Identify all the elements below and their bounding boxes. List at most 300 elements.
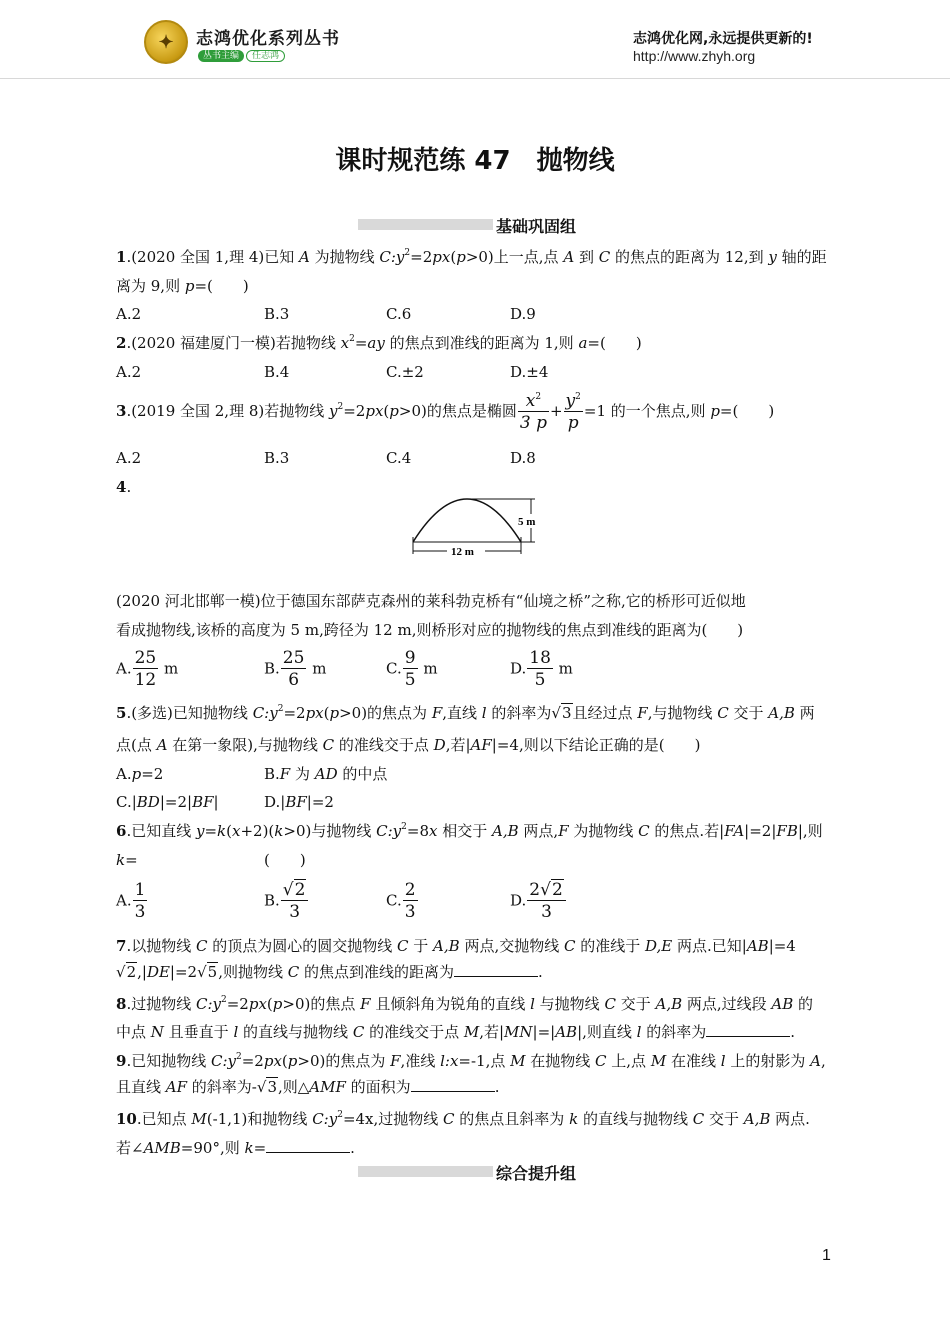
q6-t: 的焦点.若| xyxy=(649,822,725,840)
q5-t: 交于 xyxy=(728,704,769,722)
q8-t: 中点 xyxy=(116,1023,151,1041)
q8-t: C:y xyxy=(195,995,221,1013)
span-label: 12 m xyxy=(451,546,474,558)
q7-t: C xyxy=(397,937,409,955)
q3-t: p xyxy=(389,402,399,420)
q9-sqrt: 3 xyxy=(267,1078,277,1096)
q6-opt-den: 3 xyxy=(134,902,146,922)
q3-t: ( xyxy=(383,402,390,420)
q7-t: 于 xyxy=(408,937,434,955)
q1-t: y xyxy=(768,248,777,266)
q6-t: +2)( xyxy=(240,822,275,840)
q1-t: p xyxy=(456,248,466,266)
q3-t: .(2019 全国 2,理 8)若抛物线 xyxy=(126,402,330,420)
q1-t: >0)上一点,点 xyxy=(465,248,564,266)
q6-t: = xyxy=(204,822,218,840)
q6-opt-num: 2√2 xyxy=(527,880,566,901)
q6-t: k xyxy=(116,851,126,869)
q6-t: |=2| xyxy=(744,822,777,840)
q10-t: C xyxy=(692,1110,705,1128)
q8-t: ( xyxy=(266,995,273,1013)
q8-t: 且倾斜角为锐角的直线 xyxy=(370,995,531,1013)
q1-option-c[interactable]: C.6 xyxy=(386,305,412,323)
q3-fraction-2: $\frac{y^2}{p}$ xyxy=(565,390,581,433)
q10-t: =90°,则 xyxy=(180,1139,245,1157)
q5-t: F xyxy=(431,704,443,722)
q4-opt-den: 5 xyxy=(534,670,546,690)
q8-t: M xyxy=(463,1023,480,1041)
q2-t: 的焦点到准线的距离为 1,则 xyxy=(384,334,579,352)
q5-t: C.| xyxy=(116,793,137,811)
q10-t: 交于 xyxy=(704,1110,744,1128)
editor-name: 任志鸿 xyxy=(246,50,285,62)
q1-option-d[interactable]: D.9 xyxy=(510,305,536,323)
q3-t: y xyxy=(329,402,338,420)
q5-t: AD xyxy=(314,765,338,783)
q1-t: =( ) xyxy=(194,277,249,295)
q8-t: >0)的焦点 xyxy=(282,995,361,1013)
q10-answer-blank[interactable] xyxy=(266,1138,350,1153)
q7-t: 两点,交抛物线 xyxy=(459,937,564,955)
q5-t: A,B xyxy=(768,704,795,722)
q5-sqrt: 3 xyxy=(561,704,572,722)
q5-t: C xyxy=(322,736,335,754)
brand-editor xyxy=(198,48,285,61)
q3-option-b[interactable]: B.3 xyxy=(264,449,290,467)
q3-t: >0)的焦点是椭圆 xyxy=(398,402,517,420)
q5-line2 xyxy=(116,735,700,755)
q9-t: 上,点 xyxy=(606,1052,651,1070)
q6-t: x xyxy=(232,822,241,840)
q10-t: C:y xyxy=(312,1110,338,1128)
q5-t: |=2 xyxy=(306,793,334,811)
bridge-arch xyxy=(413,499,521,542)
q7-t: 的准线于 xyxy=(575,937,646,955)
q5-t: ,若| xyxy=(445,736,471,754)
q8-t: 2 xyxy=(221,995,227,1005)
q4-option-b[interactable] xyxy=(264,648,326,691)
q5-t: C:y xyxy=(252,704,278,722)
q2-option-b[interactable]: B.4 xyxy=(264,363,290,381)
q5-t: 的中点 xyxy=(337,765,388,783)
q5-t: BD xyxy=(136,793,160,811)
page-number: 1 xyxy=(822,1247,831,1264)
q6-t: ( xyxy=(226,822,232,840)
q5-number: 5 xyxy=(116,704,127,722)
q10-t: 的直线与抛物线 xyxy=(578,1110,693,1128)
q9-t: 在准线 xyxy=(666,1052,721,1070)
q6-opt-num-sqrt: 2 xyxy=(551,880,563,900)
q1-t: px xyxy=(432,248,451,266)
q5-t: AF xyxy=(470,736,492,754)
q8-t: 两点,过线段 xyxy=(682,995,772,1013)
q7-line1 xyxy=(116,936,796,956)
q4-opt-den: 12 xyxy=(134,670,157,690)
q10-t: k xyxy=(569,1110,579,1128)
q9-t: =-1,点 xyxy=(458,1052,511,1070)
q6-t: C:y xyxy=(376,822,402,840)
q5-t: 的准线交于点 xyxy=(334,736,434,754)
q4-opt-unit: m xyxy=(418,659,438,678)
section-advanced-title: 综合提升组 xyxy=(496,1164,577,1183)
q6-opt-den: 3 xyxy=(289,902,301,922)
q9-t: px xyxy=(263,1052,282,1070)
section-bar-basic xyxy=(358,219,493,230)
q10-number: 10 xyxy=(116,1110,137,1128)
q2-t: 2 xyxy=(349,334,355,344)
q4-opt-num: 25 xyxy=(134,648,157,668)
q10-t: 2 xyxy=(337,1110,343,1120)
q10-t: 两点. xyxy=(770,1110,810,1128)
q1-line1 xyxy=(116,247,827,267)
q9-t: 上的射影为 xyxy=(725,1052,811,1070)
q10-t: M xyxy=(191,1110,207,1128)
q8-t: . xyxy=(790,1023,796,1041)
q2-t: =( ) xyxy=(587,334,642,352)
q6-t: 相交于 xyxy=(437,822,493,840)
q7-t: 两点.已知| xyxy=(672,937,747,955)
q8-t: 的直线与抛物线 xyxy=(238,1023,353,1041)
q5-option-b[interactable] xyxy=(264,764,387,784)
q6-opt-label: D. xyxy=(510,891,527,910)
q9-line2: 且直线 AF 的斜率为-√3,则△AMF 的面积为 . xyxy=(116,1078,500,1096)
q5-t: 2 xyxy=(277,704,284,714)
q3-t: =( ) xyxy=(719,402,775,420)
q5-t: F xyxy=(637,704,648,722)
q8-t: ,若| xyxy=(479,1023,505,1041)
q6-answer-paren: ( ) xyxy=(264,851,306,869)
q9-t: M xyxy=(510,1052,526,1070)
q8-t: F xyxy=(360,995,371,1013)
q7-t: A,B xyxy=(433,937,460,955)
site-url[interactable]: http://www.zhyh.org xyxy=(633,48,756,64)
q6-t: x xyxy=(429,822,438,840)
q5-t: =2 xyxy=(283,704,306,722)
q2-t: = xyxy=(354,334,368,352)
q8-t: 的准线交于点 xyxy=(364,1023,464,1041)
q2-option-a[interactable]: A.2 xyxy=(116,363,142,381)
q3-option-d[interactable]: D.8 xyxy=(510,449,536,467)
q7-t: C xyxy=(563,937,576,955)
section-basic-title: 基础巩固组 xyxy=(496,217,577,236)
q1-t: p xyxy=(184,277,195,295)
q9-number: 9 xyxy=(116,1052,127,1070)
q4-opt-unit: m xyxy=(553,659,573,678)
q1-t: 离为 9,则 xyxy=(116,277,185,295)
q5-t: BF xyxy=(192,793,214,811)
q9-t: C:y xyxy=(210,1052,236,1070)
q9-answer-blank[interactable] xyxy=(411,1077,495,1092)
q4-opt-num: 9 xyxy=(404,648,416,668)
header-divider xyxy=(0,78,950,79)
bridge-figure xyxy=(405,494,545,560)
q4-opt-den: 6 xyxy=(288,670,300,690)
q6-opt-label: C. xyxy=(386,891,402,910)
q7-t: ,| xyxy=(137,963,147,981)
q5-line1: 5.(多选)已知抛物线 $C:y^2=2px(p>0)$的焦点为 F,直线 l 的斜率为√3且经过点 F,与抛物线 C 交于 A,B 两 xyxy=(116,704,815,722)
q5-option-a[interactable] xyxy=(116,764,163,784)
q6-t: A,B xyxy=(492,822,519,840)
q8-t: MN xyxy=(504,1023,533,1041)
q1-t: 为抛物线 xyxy=(309,248,380,266)
q9-t: l xyxy=(720,1052,726,1070)
q6-option-a[interactable] xyxy=(116,880,148,923)
q3-option-a[interactable]: A.2 xyxy=(116,449,142,467)
q7-t: DE xyxy=(146,963,170,981)
q4-option-d[interactable] xyxy=(510,648,573,691)
q9-t: p xyxy=(287,1052,298,1070)
q4-line0 xyxy=(116,477,131,497)
q4-opt-label: C. xyxy=(386,659,402,678)
q8-t: .过抛物线 xyxy=(126,995,196,1013)
q8-t: 的 xyxy=(793,995,814,1013)
q7-t: . xyxy=(538,963,543,981)
q10-t: 的焦点且斜率为 xyxy=(454,1110,570,1128)
q1-line2 xyxy=(116,276,249,296)
q5-t: D.| xyxy=(264,793,286,811)
q7-t: 的顶点为圆心的圆交抛物线 xyxy=(207,937,398,955)
q7-t: 的焦点到准线的距离为 xyxy=(299,963,455,981)
q6-t: k xyxy=(217,822,227,840)
q1-t: A xyxy=(299,248,310,266)
q4-number: 4 xyxy=(116,478,127,496)
q1-t: 的焦点的距离为 12,到 xyxy=(610,248,769,266)
q9-t: C xyxy=(595,1052,607,1070)
q6-t: >0)与抛物线 xyxy=(283,822,377,840)
q3-option-c[interactable]: C.4 xyxy=(386,449,412,467)
q4-line1: (2020 河北邯郸一模)位于德国东部萨克森州的莱科勃克桥有“仙境之桥”之称,它的桥形可近似地 xyxy=(116,592,746,610)
q9-t: 的斜率为- xyxy=(187,1078,257,1096)
q6-opt-num-coef: 1 xyxy=(134,880,146,900)
q8-t: C xyxy=(352,1023,365,1041)
q8-t: 的斜率为 xyxy=(641,1023,707,1041)
q10-line1 xyxy=(116,1109,810,1129)
q10-t: C xyxy=(443,1110,455,1128)
q2-line1 xyxy=(116,333,642,353)
q5-t: |=2| xyxy=(159,793,193,811)
q4-line2: 看成抛物线,该桥的高度为 5 m,跨径为 12 m,则桥形对应的抛物线的焦点到准线的距离为( ) xyxy=(116,621,744,639)
q5-t: ,与抛物线 xyxy=(647,704,718,722)
q8-t: l xyxy=(636,1023,642,1041)
q5-t: A. xyxy=(116,765,132,783)
q6-option-d[interactable] xyxy=(510,880,567,923)
q1-option-a[interactable]: A.2 xyxy=(116,305,142,323)
q6-t: 为抛物线 xyxy=(568,822,639,840)
q6-opt-den: 3 xyxy=(404,902,416,922)
q3-t: p xyxy=(710,402,720,420)
q9-t: 2 xyxy=(236,1052,242,1062)
q7-t: D,E xyxy=(645,937,673,955)
q10-t: A,B xyxy=(743,1110,771,1128)
q8-t: |,则直线 xyxy=(577,1023,637,1041)
brand-title: 志鸿优化系列丛书 xyxy=(196,29,340,49)
q5-t: 点(点 xyxy=(116,736,157,754)
q5-t: 且经过点 xyxy=(572,704,638,722)
q9-t: A xyxy=(810,1052,821,1070)
q5-t: | xyxy=(213,793,219,811)
q8-t: 交于 xyxy=(615,995,656,1013)
section-bar-advanced xyxy=(358,1166,493,1177)
q5-t: BF xyxy=(285,793,307,811)
q10-t: =4x,过抛物线 xyxy=(342,1110,444,1128)
q5-t: p xyxy=(131,765,142,783)
q10-line2 xyxy=(116,1138,355,1158)
q5-t: 为 xyxy=(290,765,315,783)
q1-t: C:y xyxy=(379,248,405,266)
brand-logo: ✦ xyxy=(144,20,188,64)
q6-opt-num xyxy=(133,880,148,901)
q5-t: ( xyxy=(323,704,330,722)
q6-t: F xyxy=(558,822,569,840)
q1-number: 1 xyxy=(116,248,127,266)
q9-t: >0)的焦点为 xyxy=(297,1052,391,1070)
q6-option-c[interactable] xyxy=(386,880,419,923)
q8-answer-blank[interactable] xyxy=(706,1022,790,1037)
slogan: 志鸿优化网,永远提供更新的! xyxy=(633,31,813,47)
q8-line1 xyxy=(116,994,813,1014)
q7-t: |=4 xyxy=(768,937,796,955)
q5-t: B. xyxy=(264,765,280,783)
q10-t: . xyxy=(350,1139,355,1157)
q6-t: =8 xyxy=(406,822,429,840)
q4-option-c[interactable] xyxy=(386,648,438,691)
q4-opt-label: B. xyxy=(264,659,280,678)
q8-t: 且垂直于 xyxy=(163,1023,234,1041)
q7-t: C xyxy=(287,963,300,981)
q3-t: y xyxy=(565,390,576,411)
q6-t: FB xyxy=(776,822,798,840)
q6-opt-num: √2 xyxy=(281,880,309,901)
q1-t: 2 xyxy=(404,248,411,258)
q4-opt-label: D. xyxy=(510,659,527,678)
q8-t: p xyxy=(272,995,283,1013)
q8-t: A,B xyxy=(655,995,683,1013)
q6-line2 xyxy=(116,850,138,870)
q9-t: . xyxy=(494,1078,500,1096)
q8-number: 8 xyxy=(116,995,127,1013)
q6-opt-label: B. xyxy=(264,891,280,910)
q5-t: C xyxy=(717,704,729,722)
q8-t: 与抛物线 xyxy=(534,995,605,1013)
q9-t: AMF xyxy=(309,1078,346,1096)
q7-line2: √2,|DE|=2√5,则抛物线 C 的焦点到准线的距离为 . xyxy=(116,963,543,981)
q4-opt-den: 5 xyxy=(404,670,416,690)
q5-t: |=4,则以下结论正确的是( ) xyxy=(491,736,701,754)
q3-t: px xyxy=(365,402,384,420)
q1-t: ( xyxy=(450,248,457,266)
q5-t: >0)的焦点为 xyxy=(339,704,432,722)
q4-opt-num: 25 xyxy=(282,648,305,668)
q5-t: =2 xyxy=(141,765,164,783)
q9-t: 在抛物线 xyxy=(525,1052,596,1070)
q1-t: .(2020 全国 1,理 4)已知 xyxy=(126,248,300,266)
q5-t: px xyxy=(305,704,324,722)
q3-line1 xyxy=(116,389,774,434)
q5-t: .(多选)已知抛物线 xyxy=(126,704,253,722)
q9-t: ( xyxy=(281,1052,288,1070)
q2-number: 2 xyxy=(116,334,127,352)
q3-t: 3 p xyxy=(519,412,547,433)
q2-option-d[interactable]: D.±4 xyxy=(510,363,549,381)
q9-t: F xyxy=(390,1052,401,1070)
q9-t: AF xyxy=(165,1078,188,1096)
q3-fraction-1: $\frac{x^2}{3 p}$ xyxy=(519,390,547,433)
q1-t: 到 xyxy=(574,248,599,266)
q5-t: ,直线 xyxy=(442,704,482,722)
q2-t: x xyxy=(340,334,350,352)
q7-number: 7 xyxy=(116,937,127,955)
q7-sqrt: 5 xyxy=(207,963,218,981)
height-label: 5 m xyxy=(518,516,536,528)
q8-t: |=| xyxy=(532,1023,556,1041)
q6-opt-num-sqrt: 2 xyxy=(294,880,306,900)
q5-option-d[interactable] xyxy=(264,792,334,812)
q6-t: |,则 xyxy=(797,822,823,840)
q6-opt-num-coef: 2 xyxy=(404,880,416,900)
q10-t: (-1,1)和抛物线 xyxy=(206,1110,313,1128)
q10-t: k xyxy=(244,1139,254,1157)
q9-t: ,则△ xyxy=(277,1078,310,1096)
q1-t: =2 xyxy=(410,248,433,266)
q2-option-c[interactable]: C.±2 xyxy=(386,363,424,381)
q6-line1 xyxy=(116,821,823,841)
q8-t: AB xyxy=(771,995,794,1013)
q1-option-b[interactable]: B.3 xyxy=(264,305,290,323)
q2-t: .(2020 福建厦门一模)若抛物线 xyxy=(126,334,341,352)
q6-number: 6 xyxy=(116,822,127,840)
q8-t: =2 xyxy=(226,995,249,1013)
q7-t: ,则抛物线 xyxy=(218,963,288,981)
q6-option-b[interactable] xyxy=(264,880,309,923)
q3-number: 3 xyxy=(116,402,127,420)
page-title: 课时规范练 47 抛物线 xyxy=(335,146,615,176)
q9-t: ,准线 xyxy=(400,1052,441,1070)
q3-t: =2 xyxy=(343,402,366,420)
q10-t: AMB xyxy=(143,1139,181,1157)
q2-t: ay xyxy=(367,334,385,352)
q6-t: = xyxy=(125,851,138,869)
q9-t: M xyxy=(650,1052,667,1070)
q8-t: N xyxy=(150,1023,164,1041)
q8-line2 xyxy=(116,1022,795,1042)
editor-label: 丛书主编 xyxy=(198,50,244,62)
q8-t: l xyxy=(233,1023,239,1041)
q4-opt-label: A. xyxy=(116,659,132,678)
q1-t: C xyxy=(598,248,611,266)
q5-option-c[interactable] xyxy=(116,792,219,812)
q8-t: l xyxy=(530,995,535,1013)
q1-t: A xyxy=(563,248,575,266)
q5-t: p xyxy=(329,704,340,722)
q5-t: D xyxy=(433,736,446,754)
q3-t: + xyxy=(549,402,563,420)
q3-t: p xyxy=(567,412,579,433)
q8-t: AB xyxy=(555,1023,578,1041)
q7-sqrt: 2 xyxy=(126,963,137,981)
q8-t: px xyxy=(248,995,267,1013)
q4-opt-unit: m xyxy=(307,659,327,678)
q3-t: 2 xyxy=(337,402,344,412)
q4-option-a[interactable] xyxy=(116,648,178,691)
q7-t: |=2 xyxy=(169,963,198,981)
q7-answer-blank[interactable] xyxy=(454,962,538,977)
q4-t: . xyxy=(126,478,132,496)
q6-t: y xyxy=(195,822,205,840)
q9-t: .已知抛物线 xyxy=(126,1052,211,1070)
q9-line1 xyxy=(116,1051,826,1071)
q6-opt-num-coef: 2 xyxy=(529,880,541,900)
q6-opt-den: 3 xyxy=(541,902,552,922)
